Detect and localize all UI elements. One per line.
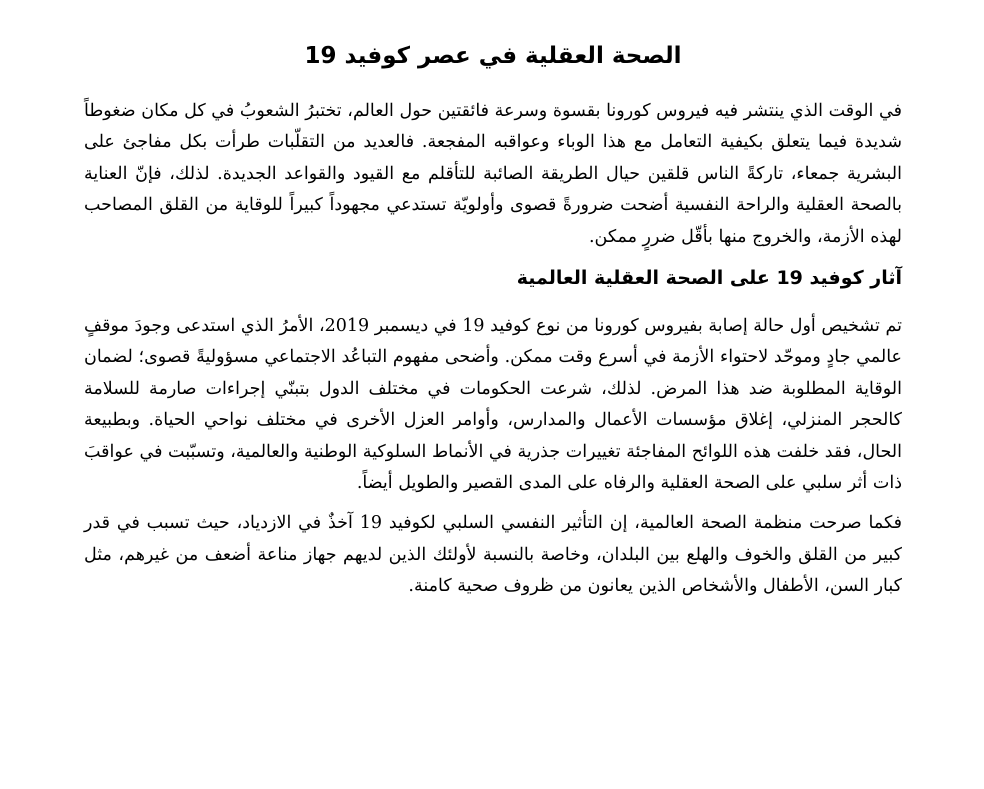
intro-paragraph: في الوقت الذي ينتشر فيه فيروس كورونا بقسوة وسرعة فائقتين حول العالم، تختبرُ الشعوبُ في كل مكان ضغوطاً شديدة فيما يتعلق بكيفية التعامل مع هذا الوباء وعواقبه المفجعة. فالعديد من التقلّبات طرأت بكل مفاجئ على البشرية جمعاء، تاركةً الناس قلقين حيال الطريقة الصائبة للتأقلم مع القيود والقواعد الجديدة. لذلك، فإنّ العناية بالصحة العقلية والراحة النفسية أضحت ضرورةً قصوى وأولويّة تستدعي مجهوداً كبيراً للوقاية من القلق المصاحب لهذه الأزمة، والخروج منها بأقّل ضررٍ ممكن. <box>84 101 902 247</box>
section-paragraph-2: فكما صرحت منظمة الصحة العالمية، إن التأثير النفسي السلبي لكوفيد 19 آخذٌ في الازدياد، حيث تسبب في قدر كبير من القلق والخوف والهلع بين البلدان، وخاصة بالنسبة لأولئك الذين لديهم جهاز مناعة أضعف من غيرهم، مثل كبار السن، الأطفال والأشخاص الذين يعانون من ظروف صحية كامنة. <box>84 513 902 597</box>
section-paragraph-1: تم تشخيص أول حالة إصابة بفيروس كورونا من نوع كوفيد 19 في ديسمبر 2019، الأمرُ الذي استدعى وجودَ موقفٍ عالمي جادٍ وموحّد لاحتواء الأزمة في أسرع وقت ممكن. وأضحى مفهوم التباعُد الاجتماعي مسؤوليةً قصوى؛ لضمان الوقاية المطلوبة ضد هذا المرض. لذلك، شرعت الحكومات في مختلف الدول بتبنّي إجراءات صارمة للسلامة كالحجر المنزلي، إغلاق مؤسسات الأعمال والمدارس، وأوامر العزل الأخرى في مختلف نواحي الحياة. وبطبيعة الحال، فقد خلفت هذه اللوائح المفاجئة تغييرات جذرية في الأنماط السلوكية الوطنية والعالمية، وتسبّبت في عواقبَ ذات أثر سلبي على الصحة العقلية والرفاه على المدى القصير والطويل أيضاً. <box>84 316 903 494</box>
document-page <box>84 38 902 612</box>
document-title: الصحة العقلية في عصر كوفيد 19 <box>304 43 682 69</box>
section-heading: آثار كوفيد 19 على الصحة العقلية العالمية <box>516 267 902 290</box>
